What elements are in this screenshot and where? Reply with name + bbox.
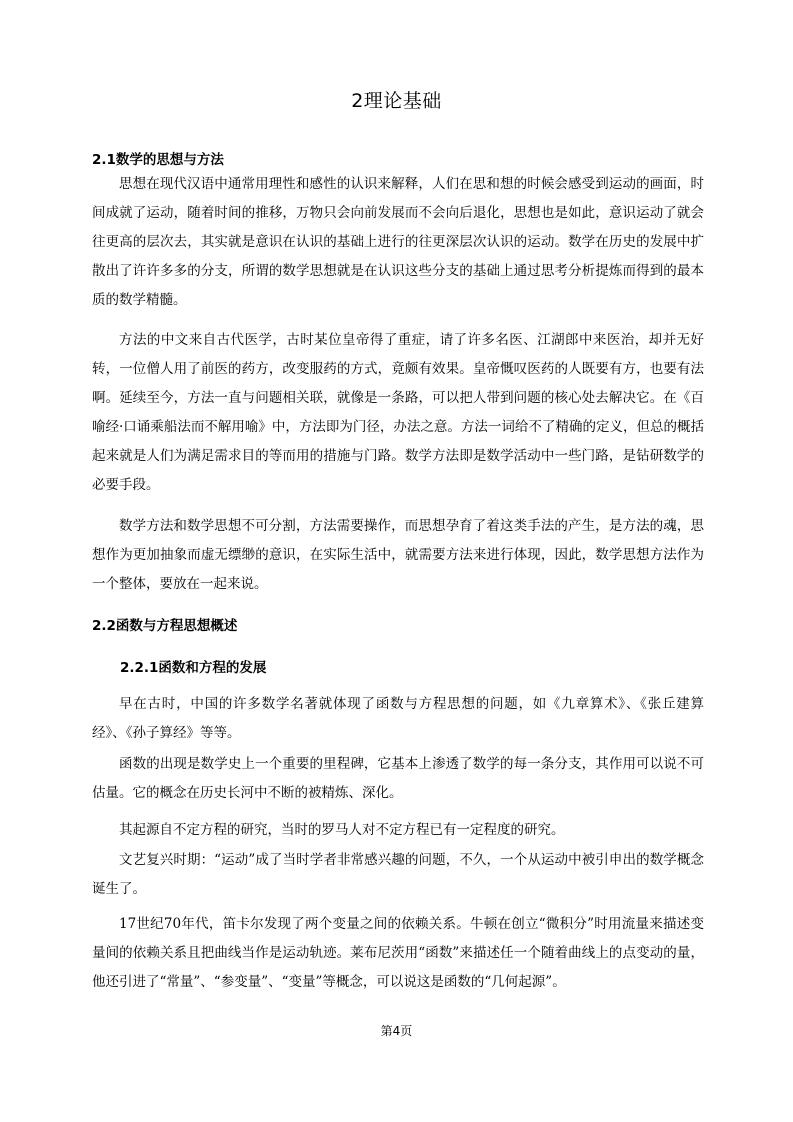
- paragraph: 文艺复兴时期：“运动”成了当时学者非常感兴趣的问题，不久，一个从运动中被引申出的数学概念诞生了。: [92, 852, 704, 897]
- paragraph: 方法的中文来自古代医学，古时某位皇帝得了重症，请了许多名医、江湖郎中来医治，却并无好转，一位僧人用了前医的药方，改变服药的方式，竟颇有效果。皇帝慨叹医药的人既要有方，也要有法啊。延续至今，方法一直与问题相关联，就像是一条路，可以把人带到问题的核心处去解决它。在《百喻经·口诵乘船法而不解用喻》中，方法即为门径，办法之意。方法一词给不了精确的定义，但总的概括起来就是人们为满足需求目的等而用的措施与门路。数学方法即是数学活动中一些门路，是钻研数学的必要手段。: [92, 332, 704, 493]
- section-heading-2-1: 2.1数学的思想与方法: [92, 152, 224, 168]
- paragraph: 函数的出现是数学史上一个重要的里程碑，它基本上渗透了数学的每一条分支，其作用可以说不可估量。它的概念在历史长河中不断的被精炼、深化。: [92, 756, 704, 801]
- paragraph: 其起源自不定方程的研究，当时的罗马人对不定方程已有一定程度的研究。: [119, 822, 565, 838]
- page-number: 第4页: [380, 1024, 413, 1038]
- paragraph: 数学方法和数学思想不可分割，方法需要操作，而思想孕育了着这类手法的产生，是方法的魂，思想作为更加抽象而虚无缥缈的意识，在实际生活中，就需要方法来进行体现，因此，数学思想方法作为一个整体，要放在一起来说。: [92, 518, 704, 592]
- chapter-title: 2理论基础: [351, 90, 442, 112]
- section-heading-2-2: 2.2函数与方程思想概述: [92, 618, 238, 634]
- paragraph: 思想在现代汉语中通常用理性和感性的认识来解释，人们在思和想的时候会感受到运动的画面，时间成就了运动，随着时间的推移，万物只会向前发展而不会向后退化，思想也是如此，意识运动了就会往更高的层次去，其实就是意识在认识的基础上进行的往更深层次认识的运动。数学在历史的发展中扩散出了许许多多的分支，所谓的数学思想就是在认识这些分支的基础上通过思考分析提炼而得到的最本质的数学精髓。: [92, 176, 704, 308]
- paragraph: 早在古时，中国的许多数学名著就体现了函数与方程思想的问题，如《九章算术》、《张丘建算经》、《孙子算经》等等。: [92, 696, 704, 741]
- subsection-heading-2-2-1: 2.2.1函数和方程的发展: [120, 660, 267, 676]
- paragraph: 17世纪70年代，笛卡尔发现了两个变量之间的依赖关系。牛顿在创立“微积分”时用流量来描述变量间的依赖关系且把曲线当作是运动轨迹。莱布尼茨用“函数”来描述任一个随着曲线上的点变动的量，他还引进了“常量”、“参变量”、“变量”等概念，可以说这是函数的“几何起源”。: [92, 916, 704, 990]
